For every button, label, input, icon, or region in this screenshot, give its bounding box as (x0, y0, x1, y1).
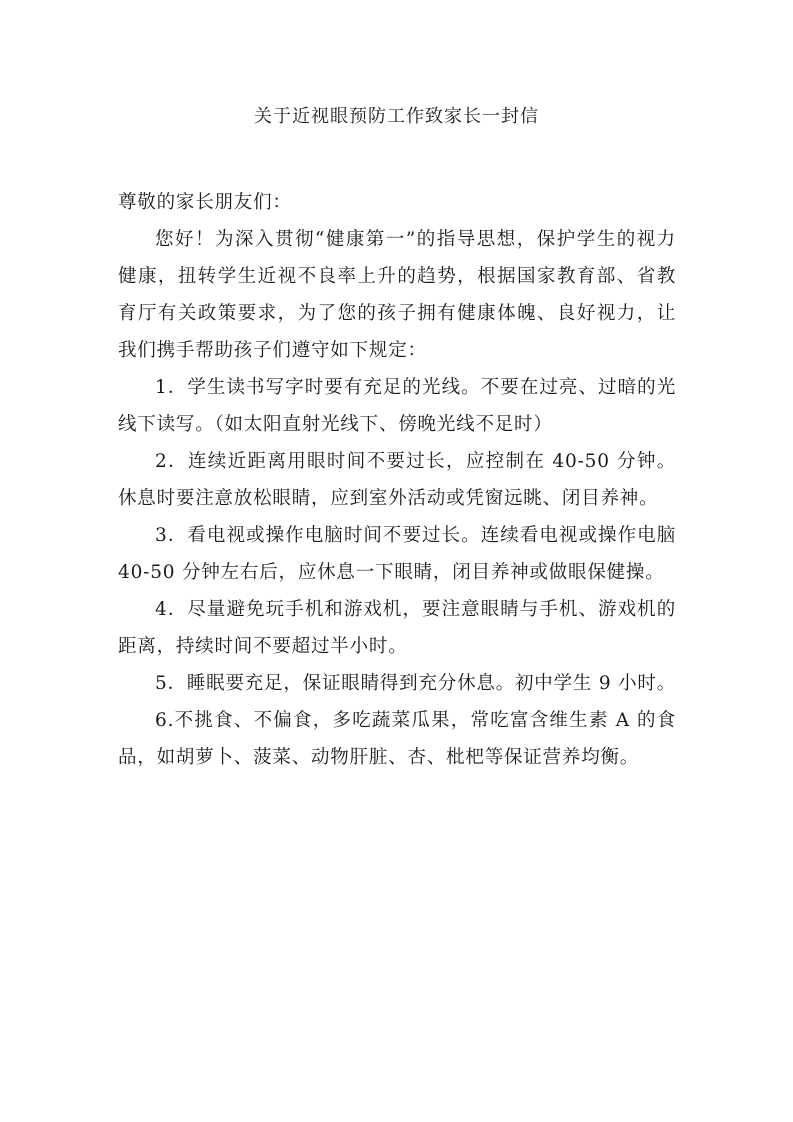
rule-item-4: 4．尽量避免玩手机和游戏机，要注意眼睛与手机、游戏机的距离，持续时间不要超过半小时。 (118, 599, 676, 657)
rule-item-1: 1．学生读书写字时要有充足的光线。不要在过亮、过暗的光线下读写。（如太阳直射光线下、傍晚光线不足时） (118, 377, 676, 435)
document-title: 关于近视眼预防工作致家长一封信 (254, 106, 539, 127)
intro-paragraph: 您好！为深入贯彻“健康第一”的指导思想，保护学生的视力健康，扭转学生近视不良率上升的趋势，根据国家教育部、省教育厅有关政策要求，为了您的孩子拥有健康体魄、良好视力，让我们携手帮助孩子们遵守如下规定： (118, 229, 676, 361)
rule-item-5: 5．睡眠要充足，保证眼睛得到充分休息。初中学生 9 小时。 (155, 673, 677, 694)
rule-item-6: 6.不挑食、不偏食，多吃蔬菜瓜果，常吃富含维生素 A 的食品，如胡萝卜、菠菜、动物肝脏、杏、枇杷等保证营养均衡。 (118, 710, 676, 768)
rule-item-3: 3．看电视或操作电脑时间不要过长。连续看电视或操作电脑 40-50 分钟左右后，应休息一下眼睛，闭目养神或做眼保健操。 (118, 525, 676, 583)
rule-item-2: 2．连续近距离用眼时间不要过长，应控制在 40-50 分钟。休息时要注意放松眼睛，应到室外活动或凭窗远眺、闭目养神。 (118, 451, 676, 509)
salutation: 尊敬的家长朋友们： (118, 192, 292, 213)
document-body (118, 184, 676, 776)
